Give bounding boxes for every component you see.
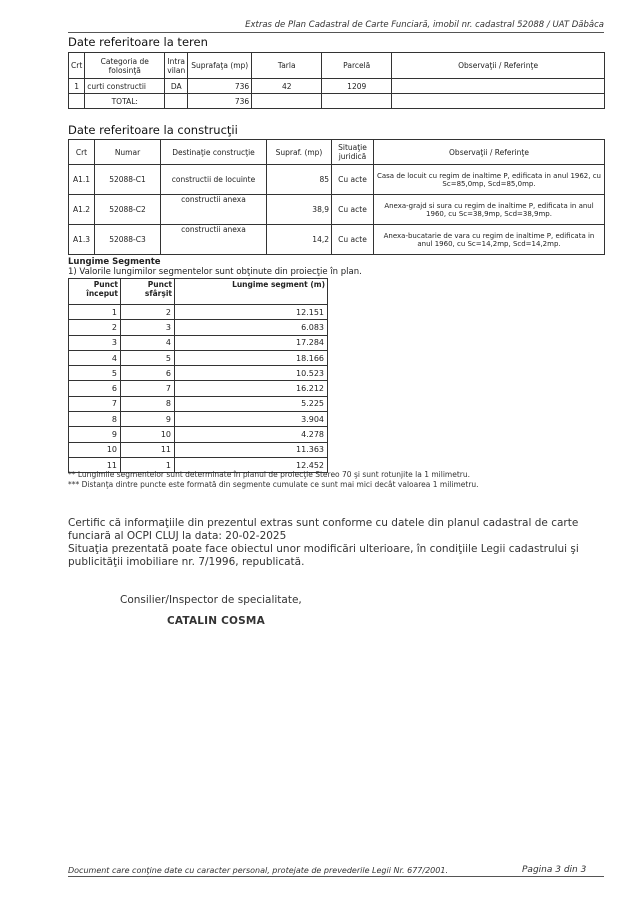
col-crt: Crt [69,140,95,165]
page-number: Pagina 3 din 3 [522,865,587,875]
col-observatii: Observaţii / Referinţe [374,140,605,165]
certification-text: Certific că informaţiile din prezentul extras sunt conforme cu datele din planul cadastral de carte funciară al OCPI CLUJ la data: 20-02-2025 [68,517,579,542]
total-label: TOTAL: [85,94,165,109]
col-situatie: Situaţie juridică [332,140,374,165]
document-header: Extras de Plan Cadastral de Carte Funciară, imobil nr. cadastral 52088 / UAT Dăbâca [245,20,604,30]
teren-table-header [69,53,605,79]
segmente-note-2: *** Distanţa dintre puncte este formată din segmente cumulate ce sunt mai mici decât valoarea 1 milimetru. [68,480,479,489]
col-categoria: Categoria de folosinţă [85,53,165,79]
table-row: A1.2 52088-C2 constructii anexa 38,9 Cu acte Anexa-grajd si sura cu regim de inaltime P, edificata in anul 1960, cu Sc=38,9mp, Scd=38,9mp. [69,195,605,225]
constructii-section-title: Date referitoare la construcţii [68,123,238,137]
total-value: 736 [188,94,252,109]
table-row: A1.1 52088-C1 constructii de locuinte 85 Cu acte Casa de locuit cu regim de inaltime P, edificata in anul 1962, cu Sc=85,0mp, Scd=85,0mp. [69,165,605,195]
table-row: A1.3 52088-C3 constructii anexa 14,2 Cu acte Anexa-bucatarie de vara cu regim de inaltime P, edificata in anul 1960, cu Sc=14,2mp, Scd=14,2mp. [69,225,605,255]
constructii-table-header [69,140,605,165]
table-row: 9 10 4.278 [69,427,328,442]
segmente-subtitle: 1) Valorile lungimilor segmentelor sunt obţinute din proiecţie în plan. [68,267,362,277]
footer-disclaimer: Document care conţine date cu caracter personal, protejate de prevederile Legii Nr. 677/2001. [68,866,448,875]
col-intravilan: Intra vilan [165,53,188,79]
signer-name: CATALIN COSMA [167,615,265,627]
col-lungime: Lungime segment (m) [175,279,328,305]
col-observatii: Observaţii / Referinţe [392,53,605,79]
total-row [69,94,605,109]
table-row: 5 6 10.523 [69,366,328,381]
col-numar: Numar [95,140,161,165]
col-supraf: Supraf. (mp) [267,140,332,165]
segmente-title: Lungime Segmente [68,257,161,267]
col-parcela: Parcelă [322,53,392,79]
col-destinatie: Destinaţie construcţie [161,140,267,165]
table-row: 8 9 3.904 [69,412,328,427]
table-row: 1 curti constructii DA 736 42 1209 [69,79,605,94]
teren-table [68,52,605,109]
col-crt: Crt [69,53,85,79]
table-row: 6 7 16.212 [69,381,328,396]
signer-role: Consilier/Inspector de specialitate, [120,594,302,606]
col-punct-inceput: Punct început [69,279,121,305]
table-row: 4 5 18.166 [69,350,328,365]
table-row: 10 11 11.363 [69,442,328,457]
table-row: 1 2 12.151 [69,305,328,320]
col-tarla: Tarla [252,53,322,79]
certification-note: Situaţia prezentată poate face obiectul unor modificări ulterioare, în condiţiile Legii cadastrului şi publicităţii imobiliare nr. 7/1996, republicată. [68,543,579,568]
table-row: 11 1 12.452 [69,457,328,472]
segmente-note-1: ** Lungimile segmentelor sunt determinate în planul de proiecţie Stereo 70 şi sunt rotunjite la 1 milimetru. [68,470,470,479]
constructii-table [68,139,605,255]
col-punct-sfarsit: Punct sfârşit [121,279,175,305]
segmente-table-header [69,279,328,305]
table-row: 3 4 17.284 [69,335,328,350]
segmente-table [68,278,328,473]
certification-block [68,517,608,569]
teren-section-title: Date referitoare la teren [68,35,208,49]
table-row: 2 3 6.083 [69,320,328,335]
col-suprafata: Suprafaţa (mp) [188,53,252,79]
footer-rule [68,876,604,877]
table-row: 7 8 5.225 [69,396,328,411]
